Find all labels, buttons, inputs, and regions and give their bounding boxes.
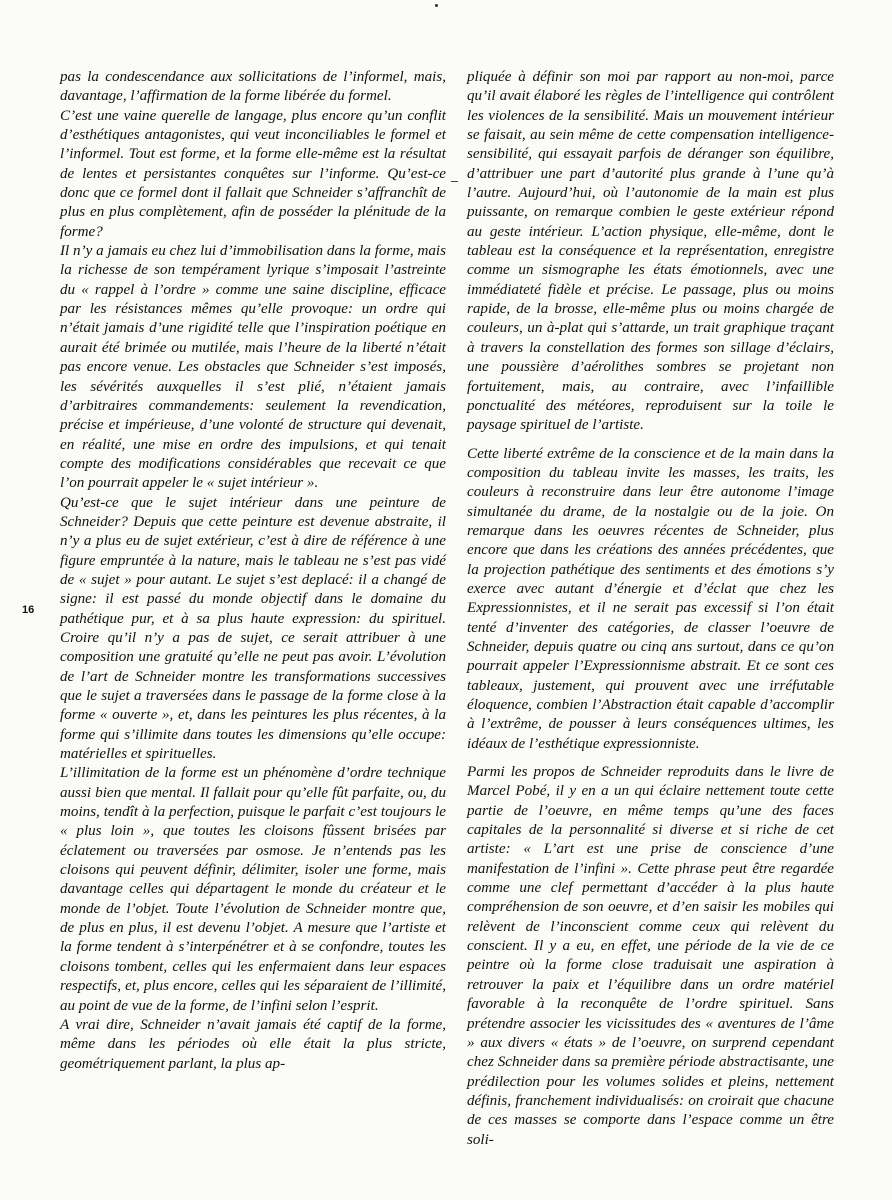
top-mark: [435, 4, 438, 7]
paragraph: Qu’est-ce que le sujet intérieur dans une peinture de Schneider? Depuis que cette peinture est devenue abstraite, il n’y a plus eu de sujet extérieur, c’est à dire de référence à une figure empruntée à la nature, mais le tableau ne s’est pas vidé de « sujet » pour autant. Le sujet s’est deplacé: il a changé de signe: il est passé du monde objectif dans le domaine du pathétique pur, et à sa plus haute expression: du spirituel. Croire qu’il n’y a pas de sujet, ce serait attribuer à une composition une gratuité qu’elle ne peut pas avoir. L’évolution de l’art de Schneider montre les transformations successives que le sujet a traversées dans le passage de la forme close à la forme « ouverte », et, dans les peintures les plus récentes, à la forme qui s’illimite dans toutes les dimensions qu’elle occupe: matérielles et spirituelles.: [60, 494, 446, 763]
paragraph: A vrai dire, Schneider n’avait jamais été captif de la forme, même dans les périodes où elle était la plus stricte, geométriquement parlant, la plus ap-: [60, 1016, 446, 1072]
paragraph: Cette liberté extrême de la conscience et de la main dans la composition du tableau invite les masses, les traits, les couleurs à reconstruire dans leur être autonome l’image simultanée du drame, de la nostalgie ou de la joie. On remarque dans les oeuvres récentes de Schneider, plus encore que dans les créations des années précédentes, que la projection pathétique des sentiments et des émotions s’y exerce avec autant d’énergie et d’éclat que chez les Expressionnistes, et il ne serait pas excessif si l’on était tenté d’inventer des catégories, de classer l’oeuvre de Schneider, depuis quatre ou cinq ans surtout, dans ce qu’on pourrait appeler l’Expressionnisme abstrait. Et ce sont ces tableaux, justement, qui prouvent avec une irréfutable éloquence, combien l’Abstraction était capable d’accomplir à l’extrême, de pousser à leurs conséquences ultimes, les idéaux de l’esthétique expressionniste.: [467, 445, 834, 752]
paragraph: L’illimitation de la forme est un phénomène d’ordre technique aussi bien que mental. Il fallait pour qu’elle fût parfaite, ou, du moins, tendît à la perfection, puisque le parfait c’est toujours le « plus loin », que toutes les cloisons fûssent brisées par éclatement ou traversées par osmose. Je n’entends pas les cloisons qui peuvent définir, délimiter, isoler une forme, mais davantage celles qui départagent le monde du créateur et le monde de l’objet. Toute l’évolution de Schneider montre que, de plus en plus, il est devenu l’objet. A mesure que l’artiste et la forme tendent à s’interpénétrer et à se confondre, toutes les cloisons tombent, celles qui les enfermaient dans leur espaces respectifs, et, plus encore, celles qui les séparaient de l’illimité, au point de vue de la forme, de l’infini selon l’esprit.: [60, 765, 446, 1014]
paragraph: pas la condescendance aux sollicitations de l’informel, mais, davantage, l’affirmation de la forme libérée du formel.: [60, 69, 446, 105]
paragraph: Il n’y a jamais eu chez lui d’immobilisation dans la forme, mais la richesse de son tempérament lyrique s’imposait l’astreinte du « rappel à l’ordre » comme une saine discipline, efficace par les résistances mêmes qu’elle provoque: un ordre qui n’était jamais d’une rigidité telle que l’inspiration poétique en aurait été brimée ou mutilée, mais l’heure de la liberté n’était pas encore venue. Les obstacles que Schneider s’est imposés, les sévérités auxquelles il s’est plié, n’étaient jamais d’arbitraires commandements: seulement la revendication, précise et impérieuse, d’une volonté de structure qui devenait, en réalité, une mise en ordre des impulsions, et qui tenait compte des modifications considérables que recevait ce que l’on pourrait appeler le « sujet intérieur ».: [60, 243, 446, 492]
paragraph: C’est une vaine querelle de langage, plus encore qu’un conflit d’esthétiques antagonistes, qui veut inconciliables le formel et l’informel. Tout est forme, et la forme elle-même est la résultat de lentes et persistantes conquêtes sur l’informe. Qu’est-ce donc que ce formel dont il fallait que Schneider s’affranchît de plus en plus complètement, afin de posséder la plénitude de la forme?: [60, 107, 446, 240]
margin-dash: [451, 181, 458, 182]
left-column: [60, 68, 446, 1074]
paragraph: Parmi les propos de Schneider reproduits dans le livre de Marcel Pobé, il y en a un qui éclaire nettement toute cette partie de l’oeuvre, en même temps qu’une des faces capitales de la personnalité si diverse et si riche de cet artiste: « L’art est une prise de conscience d’une manifestation de l’infini ». Cette phrase peut être regardée comme une clef permettant d’accéder à la plus haute compréhension de son oeuvre, et d’en saisir les mobiles qui relèvent de l’inconscient comme ceux qui relèvent du conscient. Il y a eu, en effet, une période de la vie de ce peintre où la forme close traduisait une aspiration à retrouver la paix et l’équilibre dans un ordre matériel favorable à la reconquête de l’ordre spirituel. Sans prétendre associer les vicissitudes des « aventures de l’âme » aux divers « états » de l’oeuvre, on surprend cependant chez Schneider dans sa première période abstractisante, une prédilection pour les volumes solides et pleins, nettement définis, franchement individualisés: on croirait que chacune de ces masses se comporte dans l’espace comme un être soli-: [467, 764, 834, 1148]
right-column: [467, 68, 834, 1150]
paragraph: pliquée à définir son moi par rapport au non-moi, parce qu’il avait élaboré les règles de l’intelligence qui contrôlent les violences de la sensibilité. Mais un mouvement intérieur se faisait, au sein même de cette compensation intelligence-sensibilité, qui essayait parfois de déranger son équilibre, d’attribuer une part d’autorité plus grande à l’une qu’à l’autre. Aujourd’hui, où l’autonomie de la main est plus puissante, on remarque combien le geste extérieur répond au geste intérieur. L’action physique, elle-même, dont le tableau est la conséquence et la représentation, enregistre comme un sismographe les états émotionnels, avec une immédiateté fidèle et précise. Le passage, plus ou moins rapide, de la brosse, elle-même plus ou moins chargée de couleurs, un à-plat qui s’attarde, un trait graphique traçant à travers la constellation des formes son sillage d’éclairs, une poussière d’aérolithes sombres se projetant non fortuitement, mais, au contraire, avec l’infaillible ponctualité des météores, reproduisent sur la toile le paysage spirituel de l’artiste.: [467, 69, 834, 434]
page-number: 16: [22, 604, 35, 616]
